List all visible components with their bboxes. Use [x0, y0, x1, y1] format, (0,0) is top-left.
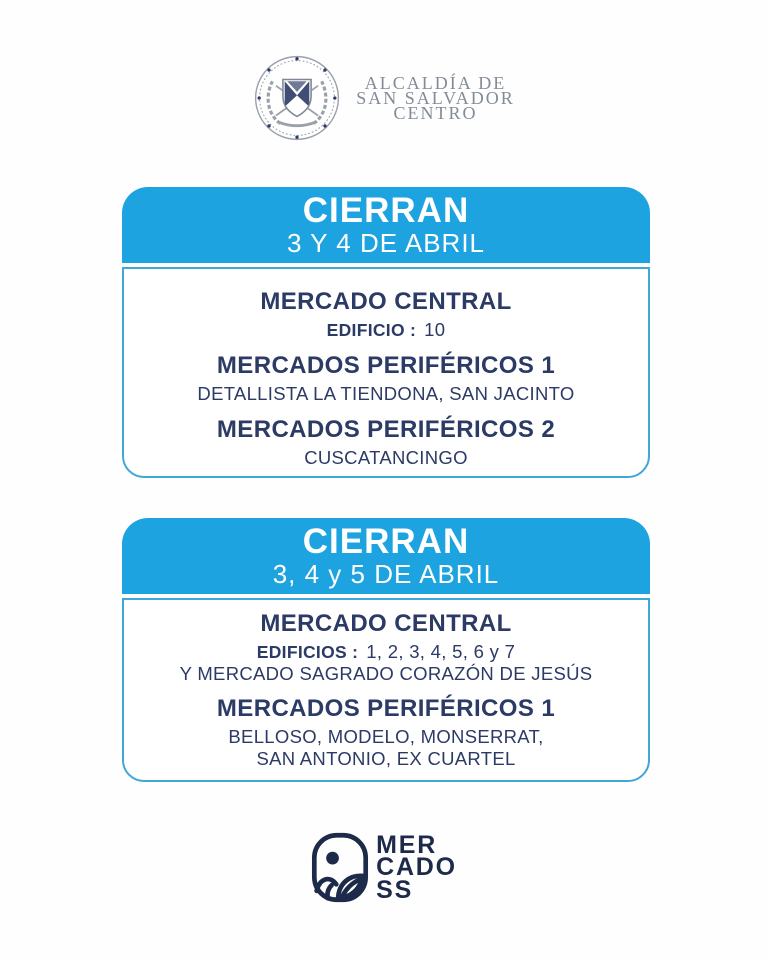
section-heading: MERCADO CENTRAL: [260, 288, 512, 315]
closure-card-april-3-4: [122, 187, 650, 478]
card-subtitle: 3, 4 y 5 DE ABRIL: [272, 559, 500, 589]
detail-value: 1, 2, 3, 4, 5, 6 y 7: [366, 641, 516, 662]
section-detail: BELLOSO, MODELO, MONSERRAT,: [228, 726, 544, 747]
card-title: CIERRAN: [302, 522, 470, 561]
mercados-ss-logo-icon: [311, 832, 369, 903]
card-title: CIERRAN: [302, 191, 470, 230]
detail-value: 10: [424, 319, 446, 340]
section-heading: MERCADO CENTRAL: [260, 610, 512, 637]
section-detail: CUSCATANCINGO: [304, 447, 468, 468]
card-body: [122, 267, 650, 478]
section-detail: DETALLISTA LA TIENDONA, SAN JACINTO: [197, 383, 575, 404]
section-detail: [124, 319, 648, 341]
detail-label: EDIFICIO :: [326, 320, 417, 340]
section-detail: Y MERCADO SAGRADO CORAZÓN DE JESÚS: [179, 663, 593, 684]
mercados-ss-footer: [0, 832, 768, 903]
org-name: [356, 72, 515, 123]
org-name-line: SAN SALVADOR: [356, 87, 515, 108]
brand-wordmark-line: SS: [376, 875, 414, 904]
card-body: [122, 598, 650, 782]
section-heading: MERCADOS PERIFÉRICOS 1: [216, 695, 556, 722]
card-header: [122, 518, 650, 594]
org-name-line: CENTRO: [393, 102, 478, 123]
section-detail: SAN ANTONIO, EX CUARTEL: [256, 748, 516, 769]
closure-card-april-3-4-5: [122, 518, 650, 782]
section-heading: MERCADOS PERIFÉRICOS 1: [216, 352, 556, 379]
org-name-line: ALCALDÍA DE: [364, 72, 507, 93]
brand-wordmark: [376, 830, 457, 904]
card-subtitle: 3 Y 4 DE ABRIL: [286, 228, 486, 258]
detail-label: EDIFICIOS :: [256, 642, 359, 662]
brand-wordmark-line: MER: [376, 830, 438, 859]
brand-wordmark-line: CADO: [376, 853, 457, 882]
org-header: [0, 54, 768, 142]
municipal-seal-icon: [253, 54, 341, 142]
card-header: [122, 187, 650, 263]
section-heading: MERCADOS PERIFÉRICOS 2: [216, 416, 556, 443]
section-detail: [124, 641, 648, 663]
